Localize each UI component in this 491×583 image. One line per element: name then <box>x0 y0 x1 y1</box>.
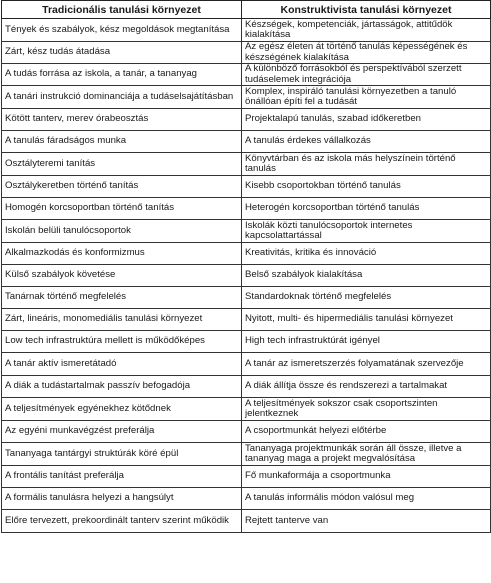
traditional-cell: Low tech infrastruktúra mellett is működőképes <box>2 331 242 353</box>
header-constructivist: Konstruktivista tanulási környezet <box>242 1 491 19</box>
constructivist-cell: Fő munkaformája a csoportmunka <box>242 466 491 488</box>
constructivist-cell: A teljesítmények sokszor csak csoportszinten jelentkeznek <box>242 398 491 421</box>
table-row <box>2 287 491 309</box>
constructivist-cell: Standardoknak történő megfelelés <box>242 287 491 309</box>
constructivist-cell: Belső szabályok kialakítása <box>242 265 491 287</box>
constructivist-cell: A csoportmunkát helyezi előtérbe <box>242 421 491 443</box>
table-row <box>2 265 491 287</box>
table-row <box>2 421 491 443</box>
table-row <box>2 42 491 64</box>
traditional-cell: Iskolán belüli tanulócsoportok <box>2 220 242 243</box>
header-traditional: Tradicionális tanulási környezet <box>2 1 242 19</box>
traditional-cell: A tanári instrukció dominanciája a tudáselsajátításban <box>2 86 242 109</box>
traditional-cell: Külső szabályok követése <box>2 265 242 287</box>
constructivist-cell: Tananyaga projektmunkák során áll össze, illetve a tananyag maga a projekt megvalósítása <box>242 443 491 466</box>
table-row <box>2 331 491 353</box>
table-row <box>2 466 491 488</box>
table-row <box>2 19 491 42</box>
constructivist-cell: Projektalapú tanulás, szabad időkeretben <box>242 109 491 131</box>
table-body <box>2 19 491 533</box>
table-row <box>2 443 491 466</box>
constructivist-cell: A tanulás érdekes vállalkozás <box>242 131 491 153</box>
traditional-cell: Tananyaga tantárgyi struktúrák köré épül <box>2 443 242 466</box>
table-row <box>2 398 491 421</box>
table-row <box>2 131 491 153</box>
constructivist-cell: Rejtett tanterve van <box>242 510 491 533</box>
traditional-cell: Zárt, lineáris, monomediális tanulási környezet <box>2 309 242 331</box>
table-row <box>2 86 491 109</box>
constructivist-cell: Kisebb csoportokban történő tanulás <box>242 176 491 198</box>
traditional-cell: Alkalmazkodás és konformizmus <box>2 243 242 265</box>
table-row <box>2 198 491 220</box>
table-row <box>2 64 491 86</box>
traditional-cell: A teljesítmények egyénekhez kötődnek <box>2 398 242 421</box>
table-row <box>2 353 491 376</box>
constructivist-cell: A különböző forrásokból és perspektívából szerzett tudáselemek integrációja <box>242 64 491 86</box>
constructivist-cell: Heterogén korcsoportban történő tanulás <box>242 198 491 220</box>
constructivist-cell: Könyvtárban és az iskola más helyszínein történő tanulás <box>242 153 491 176</box>
traditional-cell: A tudás forrása az iskola, a tanár, a tananyag <box>2 64 242 86</box>
table-row <box>2 220 491 243</box>
traditional-cell: Tanárnak történő megfelelés <box>2 287 242 309</box>
table-row <box>2 243 491 265</box>
table-row <box>2 153 491 176</box>
table-row <box>2 109 491 131</box>
traditional-cell: A frontális tanítást preferálja <box>2 466 242 488</box>
table-row <box>2 488 491 510</box>
constructivist-cell: A tanulás informális módon valósul meg <box>242 488 491 510</box>
header-row <box>2 1 491 19</box>
table-row <box>2 510 491 533</box>
constructivist-cell: A diák állítja össze és rendszerezi a tartalmakat <box>242 376 491 398</box>
traditional-cell: A tanár aktív ismeretátadó <box>2 353 242 376</box>
traditional-cell: A formális tanulásra helyezi a hangsúlyt <box>2 488 242 510</box>
constructivist-cell: Az egész életen át történő tanulás képességének és készségének kialakítása <box>242 42 491 64</box>
table-row <box>2 176 491 198</box>
traditional-cell: Az egyéni munkavégzést preferálja <box>2 421 242 443</box>
traditional-cell: Előre tervezett, prekoordinált tanterv szerint működik <box>2 510 242 533</box>
traditional-cell: Tények és szabályok, kész megoldások megtanítása <box>2 19 242 42</box>
traditional-cell: Kötött tanterv, merev órabeosztás <box>2 109 242 131</box>
traditional-cell: Homogén korcsoportban történő tanítás <box>2 198 242 220</box>
traditional-cell: Osztálykeretben történő tanítás <box>2 176 242 198</box>
table-row <box>2 309 491 331</box>
constructivist-cell: Nyitott, multi- és hipermediális tanulási környezet <box>242 309 491 331</box>
constructivist-cell: Iskolák közti tanulócsoportok internetes kapcsolattartással <box>242 220 491 243</box>
constructivist-cell: Kreativitás, kritika és innováció <box>242 243 491 265</box>
constructivist-cell: Készségek, kompetenciák, jártasságok, attitűdök kialakítása <box>242 19 491 42</box>
constructivist-cell: A tanár az ismeretszerzés folyamatának szervezője <box>242 353 491 376</box>
constructivist-cell: High tech infrastruktúrát igényel <box>242 331 491 353</box>
constructivist-cell: Komplex, inspiráló tanulási környezetben a tanuló önállóan építi fel a tudását <box>242 86 491 109</box>
table-row <box>2 376 491 398</box>
comparison-table <box>1 0 491 533</box>
traditional-cell: Osztályteremi tanítás <box>2 153 242 176</box>
traditional-cell: A tanulás fáradságos munka <box>2 131 242 153</box>
traditional-cell: A diák a tudástartalmak passzív befogadója <box>2 376 242 398</box>
traditional-cell: Zárt, kész tudás átadása <box>2 42 242 64</box>
